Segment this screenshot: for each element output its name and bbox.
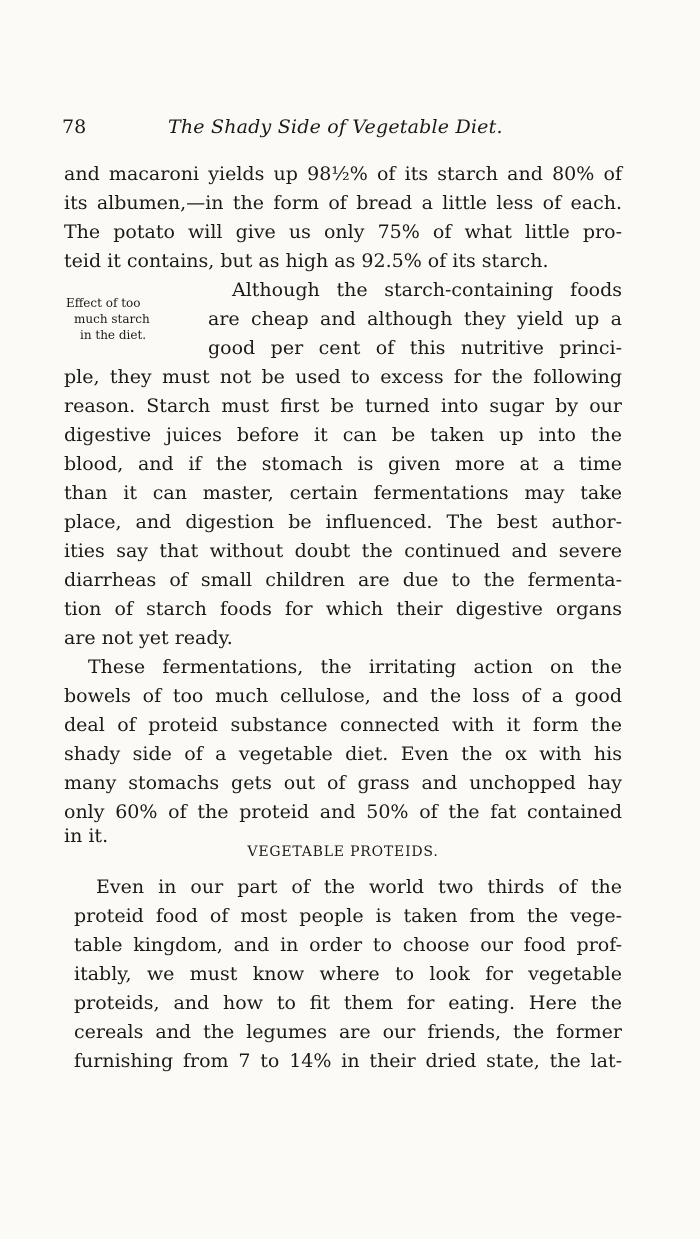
text-line: blood, and if the stomach is given more at a time [64, 453, 622, 475]
text-line: cereals and the legumes are our friends, the former [74, 1021, 622, 1043]
text-line: shady side of a vegetable diet. Even the ox with his [64, 743, 622, 765]
text-line: proteids, and how to fit them for eating. Here the [74, 992, 622, 1014]
text-line: These fermentations, the irritating action on the [88, 656, 622, 678]
text-line: bowels of too much cellulose, and the loss of a good [64, 685, 622, 707]
text-line: only 60% of the proteid and 50% of the fat contained [64, 801, 622, 823]
text-line: proteid food of most people is taken from the vege- [74, 905, 622, 927]
text-line: tion of starch foods for which their digestive organs [64, 598, 622, 620]
text-line: are cheap and although they yield up a [208, 308, 622, 330]
text-line: deal of proteid substance connected with it form the [64, 714, 622, 736]
text-line: diarrheas of small children are due to the fermenta- [64, 569, 622, 591]
margin-note-line-2: much starch [74, 312, 150, 326]
text-line: than it can master, certain fermentations may take [64, 482, 622, 504]
text-line: table kingdom, and in order to choose our food prof- [74, 934, 622, 956]
text-line: good per cent of this nutritive princi- [208, 337, 622, 359]
text-line: ities say that without doubt the continued and severe [64, 540, 622, 562]
margin-note-line-3: in the diet. [80, 328, 147, 342]
text-line: Although the starch-containing foods [232, 279, 622, 301]
section-heading: VEGETABLE PROTEIDS. [247, 844, 439, 860]
text-line: itably, we must know where to look for vegetable [74, 963, 622, 985]
text-line: teid it contains, but as high as 92.5% of its starch. [64, 250, 549, 272]
text-line: in it. [64, 825, 109, 847]
running-head [62, 116, 622, 146]
text-line: digestive juices before it can be taken up into the [64, 424, 622, 446]
text-line: Even in our part of the world two thirds of the [96, 876, 622, 898]
text-line: place, and digestion be influenced. The best author- [64, 511, 622, 533]
text-line: ple, they must not be used to excess for the following [64, 366, 622, 388]
text-line: furnishing from 7 to 14% in their dried state, the lat- [74, 1050, 622, 1072]
page-number: 78 [62, 116, 87, 138]
text-line: many stomachs gets out of grass and unchopped hay [64, 772, 622, 794]
text-line: The potato will give us only 75% of what little pro- [64, 221, 622, 243]
running-title: The Shady Side of Vegetable Diet. [168, 116, 503, 138]
text-line: reason. Starch must first be turned into sugar by our [64, 395, 622, 417]
margin-note-line-1: Effect of too [66, 296, 141, 310]
text-line: are not yet ready. [64, 627, 233, 649]
text-line: and macaroni yields up 98½% of its starch and 80% of [64, 163, 622, 185]
text-line: its albumen,—in the form of bread a little less of each. [64, 192, 622, 214]
